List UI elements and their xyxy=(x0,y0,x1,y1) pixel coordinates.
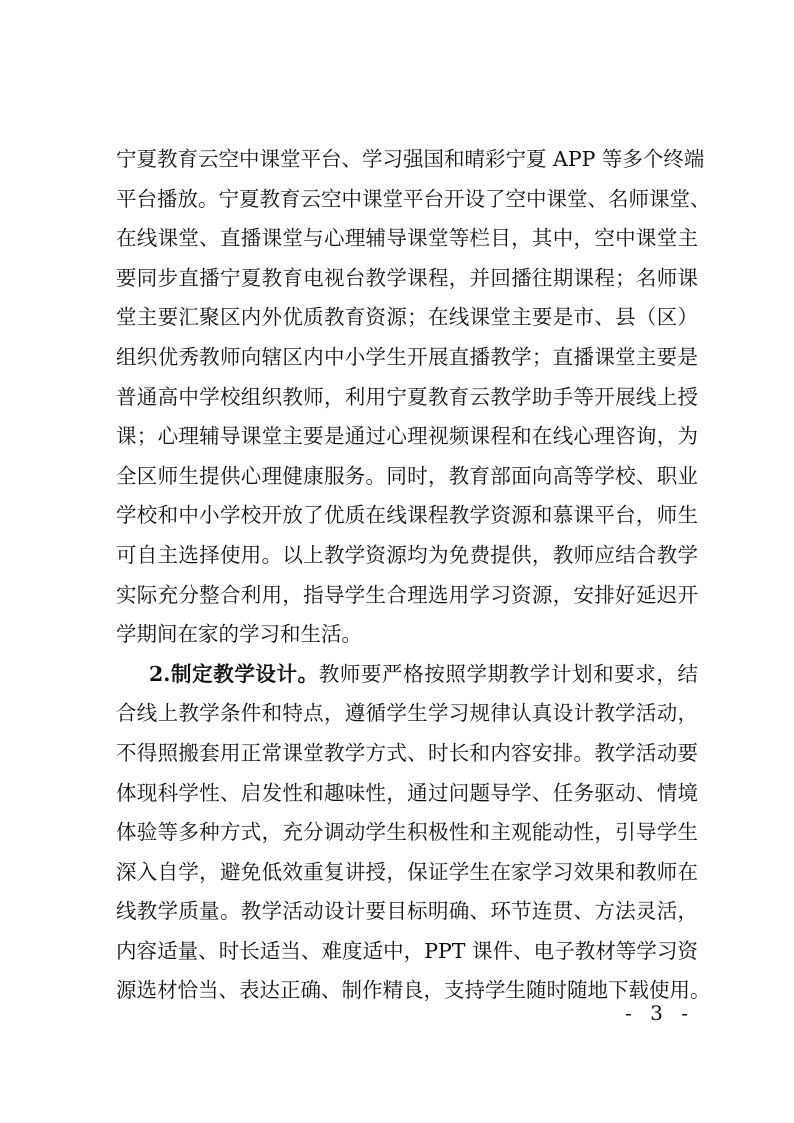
text-line: 在线课堂、直播课堂与心理辅导课堂等栏目，其中，空中课堂主 xyxy=(116,226,698,251)
text-line: 堂主要汇聚区内外优质教育资源；在线课堂主要是市、县（区） xyxy=(116,305,698,330)
text-line: 体验等多种方式，充分调动学生积极性和主观能动性，引导学生 xyxy=(116,820,698,845)
text-line: 不得照搬套用正常课堂教学方式、时长和内容安排。教学活动要 xyxy=(116,740,698,765)
text-line: 体现科学性、启发性和趣味性，通过问题导学、任务驱动、情境 xyxy=(116,780,698,805)
text-line: 学期间在家的学习和生活。 xyxy=(116,622,362,647)
text-line: 源选材恰当、表达正确、制作精良，支持学生随时随地下载使用。 xyxy=(116,978,711,1003)
text-line: 要同步直播宁夏教育电视台教学课程，并回播往期课程；名师课 xyxy=(116,265,698,290)
text-line: 宁夏教育云空中课堂平台、学习强国和晴彩宁夏 APP 等多个终端 xyxy=(116,147,705,171)
body-text xyxy=(116,140,711,1011)
text-line: 学校和中小学校开放了优质在线课程教学资源和慕课平台，师生 xyxy=(116,503,698,528)
paragraph-2 xyxy=(116,655,711,1011)
page-number: - 3 - xyxy=(625,1001,694,1025)
text-line: 线教学质量。教学活动设计要目标明确、环节连贯、方法灵活， xyxy=(116,899,698,924)
text-line: 组织优秀教师向辖区内中小学生开展直播教学；直播课堂主要是 xyxy=(116,344,698,369)
text-line: 深入自学，避免低效重复讲授，保证学生在家学习效果和教师在 xyxy=(116,859,698,884)
text-line: 全区师生提供心理健康服务。同时，教育部面向高等学校、职业 xyxy=(116,463,698,488)
paragraph-2-first-line xyxy=(116,655,698,695)
paragraph-1 xyxy=(116,140,711,655)
text-line: 实际充分整合利用，指导学生合理选用学习资源，安排好延迟开 xyxy=(116,582,698,607)
text-line: 内容适量、时长适当、难度适中，PPT 课件、电子教材等学习资 xyxy=(116,938,698,963)
text-line: 普通高中学校组织教师，利用宁夏教育云教学助手等开展线上授 xyxy=(116,384,698,409)
text-line: 课；心理辅导课堂主要是通过心理视频课程和在线心理咨询，为 xyxy=(116,424,698,449)
text-line: 合线上教学条件和特点，遵循学生学习规律认真设计教学活动， xyxy=(116,701,698,726)
text-line: 可自主选择使用。以上教学资源均为免费提供，教师应结合教学 xyxy=(116,542,698,567)
section-heading: 2.制定教学设计。 xyxy=(149,661,319,686)
text-line: 平台播放。宁夏教育云空中课堂平台开设了空中课堂、名师课堂、 xyxy=(116,186,711,211)
text-run: 教师要严格按照学期教学计划和要求，结 xyxy=(318,661,698,686)
